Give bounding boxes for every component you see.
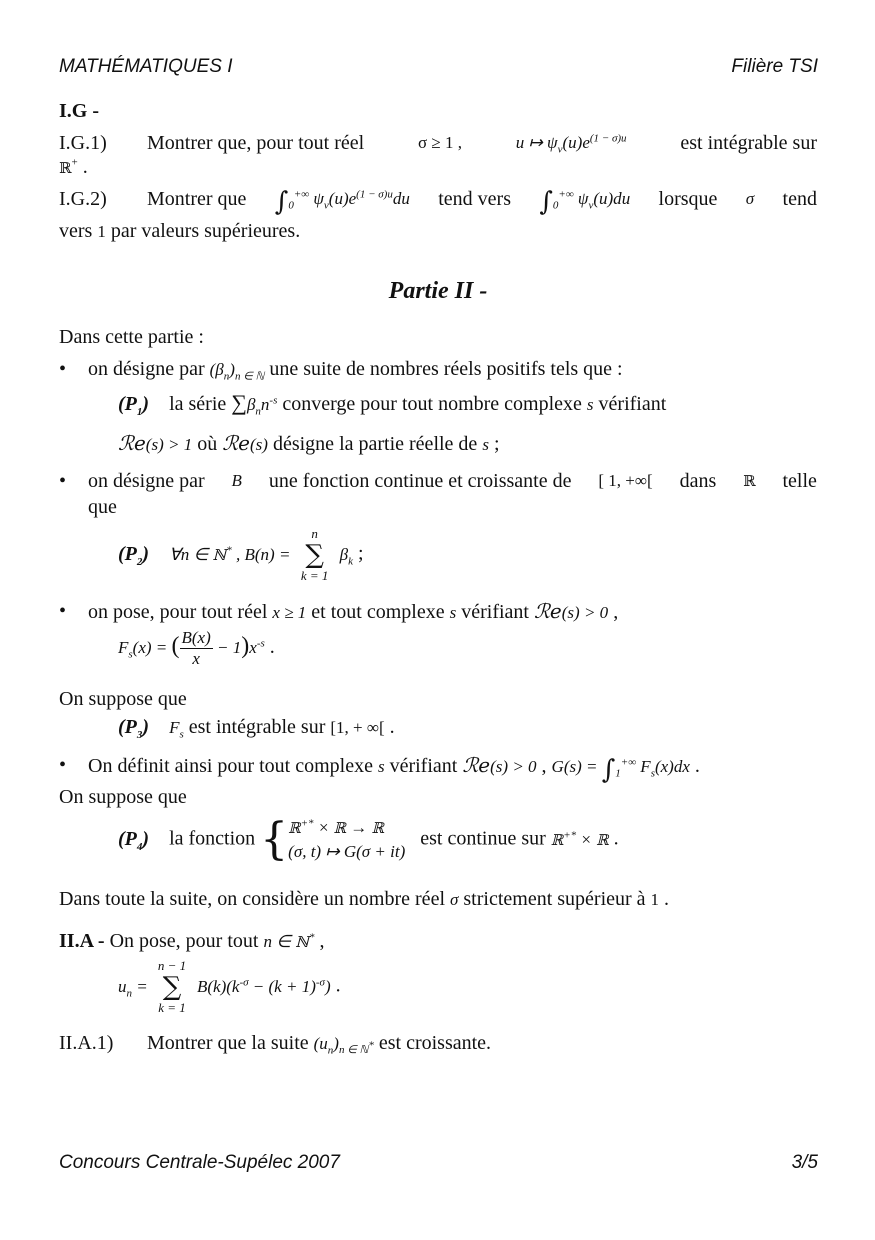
footer-left: Concours Centrale-Supélec 2007 <box>59 1152 340 1173</box>
question-IG1: I.G.1) Montrer que, pour tout réel σ ≥ 1 , u ↦ $\psi_v(u)e^{(1 - \sigma)u}$ est intégrable sur <box>59 132 817 156</box>
part-title: Partie II - <box>388 278 488 304</box>
part-intro: Dans cette partie : <box>59 326 204 348</box>
page-footer <box>59 1152 818 1174</box>
header-right: Filière TSI <box>731 56 818 77</box>
page: MATHÉMATIQUES I Filière TSI I.G - I.G.1) Montrer que, pour tout réel σ ≥ 1 , u ↦ $\psi_v(u)e^{(1 - \sigma)u}$ est intégrable sur ℝ+ . I.G.2) Montrer que $\int_0^{+\infty}$ $\psi_v(u)e^{(1 - \sigma)u}du$ tend vers $\int_0^{+\infty}$ $\psi_v(u)du$ lorsque σ tend vers 1 par valeurs supérieures. Partie II - Dans cette partie : • on désigne par $(\beta_n)_{n \in ℕ}$ une suite de nombres réels positifs tels que : $(P_1)$ la série $\sum\beta_nn^{-s}$ converge pour tout nombre complexe s vérifiant ℛe(s) > 1 où ℛe(s) désigne la partie réelle de s ; • on désigne par B une fonction continue et croissante de [ 1, +∞[ dans ℝ telle que $(P_2)$ ∀n ∈ ℕ* , B(n) = n ∑ k = 1 $\beta_k$ ; • on pose, pour tout réel x ≥ 1 et tout complexe s vérifiant ℛe(s) > 0 , $F_s(x)$ = ( $\frac{B(x)}{x}$ − $1)x^{-s}$ . On suppose que $(P_3)$ $F_s$ est intégrable sur [1, + ∞[ . • On définit ainsi pour tout complexe s vérifiant ℛe(s) > 0 , $G(s) = \int_1^{+\infty}$ $F_s(x)dx$ . On suppose que $(P_4)$ la fonction { ℝ+* × ℝ → ℝ (σ, t) ↦ G(σ + it) est continue sur ℝ+* × ℝ . Dans toute la suite, on considère un nombre réel σ strictement supérieur à 1 . II.A - On pose, pour tout n ∈ ℕ* , $u_n$ = n − 1 ∑ k = 1 $B(k)(k^{-\sigma} - (k + 1)^{-\sigma})$ . II.A.1) Montrer que la suite $(u_n)_{n \in ℕ^*}$ est croissante. Concours Centrale-Supélec 2007 3/5 <box>59 56 818 1173</box>
question-IG1-cont: ℝ+ . <box>59 156 88 178</box>
toute-suite: Dans toute la suite, on considère un nombre réel σ strictement supérieur à 1 . <box>59 888 670 910</box>
header-left: MATHÉMATIQUES I <box>59 56 233 77</box>
page-number: 3/5 <box>791 1152 818 1173</box>
question-IG2: I.G.2) Montrer que $\int_0^{+\infty}$ $\psi_v(u)e^{(1 - \sigma)u}du$ tend vers $\int_0^{+\infty}$ $\psi_v(u)du$ lorsque σ tend <box>59 187 817 217</box>
page-header <box>59 56 818 78</box>
IIA-statement: II.A - On pose, pour tout n ∈ ℕ* , <box>59 930 325 952</box>
section-heading-IG: I.G - <box>59 100 99 122</box>
question-IIA1: II.A.1) Montrer que la suite $(u_n)_{n \in ℕ^*}$ est croissante. <box>59 1032 492 1057</box>
suppose-1: On suppose que <box>59 688 187 710</box>
question-IG2-cont: vers 1 par valeurs supérieures. <box>59 220 301 242</box>
suppose-2: On suppose que <box>59 786 187 808</box>
